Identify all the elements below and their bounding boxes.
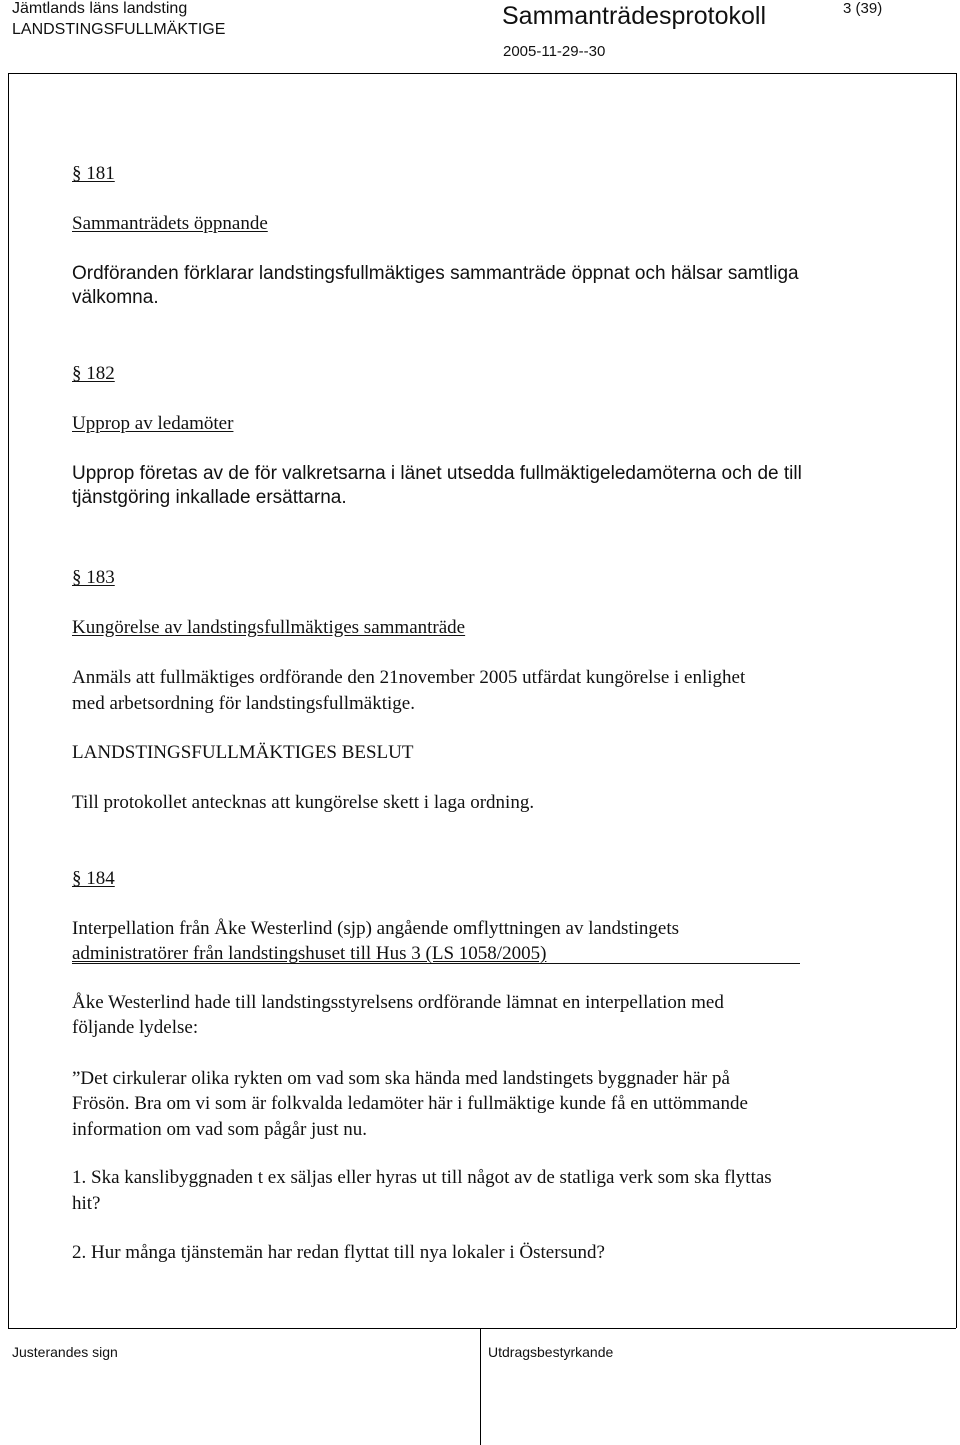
footer-rule: [8, 1328, 956, 1329]
organization-name: Jämtlands läns landsting: [12, 0, 188, 17]
quote-line-1: ”Det cirkulerar olika rykten om vad som ska hända med landstingets byggnader här på: [72, 1068, 730, 1089]
heading-underline: [72, 963, 800, 964]
right-border: [956, 73, 957, 1328]
footer-certification-label: Utdragsbestyrkande: [488, 1344, 614, 1360]
document-title: Sammanträdesprotokoll: [502, 2, 767, 30]
section-182-number: § 182: [72, 363, 115, 384]
section-184-intro-line-1: Åke Westerlind hade till landstingsstyrelsens ordförande lämnat en interpellation med: [72, 992, 724, 1013]
decision-heading: LANDSTINGSFULLMÄKTIGES BESLUT: [72, 742, 414, 763]
page-number: 3 (39): [843, 0, 883, 17]
question-2: 2. Hur många tjänstemän har redan flyttat till nya lokaler i Östersund?: [72, 1242, 605, 1263]
section-182-line-1: Upprop företas av de för valkretsarna i länet utsedda fullmäktigeledamöterna och de till: [72, 463, 802, 484]
section-183-line-2: med arbetsordning för landstingsfullmäktige.: [72, 693, 415, 714]
section-181-line-1: Ordföranden förklarar landstingsfullmäktiges sammanträde öppnat och hälsar samtliga: [72, 263, 799, 284]
section-181-line-2: välkomna.: [72, 287, 159, 308]
section-184-heading-line-2: administratörer från landstingshuset till Hus 3 (LS 1058/2005): [72, 943, 547, 964]
meeting-date: 2005-11-29--30: [503, 43, 606, 60]
decision-text: Till protokollet antecknas att kungörelse skett i laga ordning.: [72, 792, 535, 813]
question-1-line-1: 1. Ska kanslibyggnaden t ex säljas eller hyras ut till något av de statliga verk som ska flyttas: [72, 1167, 772, 1188]
section-184-number: § 184: [72, 868, 115, 889]
section-183-heading: Kungörelse av landstingsfullmäktiges sammanträde: [72, 617, 466, 638]
footer-signature-label: Justerandes sign: [12, 1344, 118, 1360]
quote-line-2: Frösön. Bra om vi som är folkvalda ledamöter här i fullmäktige kunde få en uttömmande: [72, 1093, 748, 1114]
organization-unit: LANDSTINGSFULLMÄKTIGE: [12, 21, 226, 38]
footer-divider: [480, 1328, 481, 1445]
question-1-line-2: hit?: [72, 1193, 101, 1214]
section-184-intro-line-2: följande lydelse:: [72, 1017, 199, 1038]
header-rule: [8, 73, 956, 74]
section-181-heading: Sammanträdets öppnande: [72, 213, 268, 234]
section-182-heading: Upprop av ledamöter: [72, 413, 234, 434]
section-182-line-2: tjänstgöring inkallade ersättarna.: [72, 487, 347, 508]
quote-line-3: information om vad som pågår just nu.: [72, 1119, 367, 1140]
left-border: [8, 73, 9, 1328]
section-181-number: § 181: [72, 163, 115, 184]
section-183-number: § 183: [72, 567, 115, 588]
section-184-heading-line-1: Interpellation från Åke Westerlind (sjp) angående omflyttningen av landstingets: [72, 918, 679, 939]
section-183-line-1: Anmäls att fullmäktiges ordförande den 21november 2005 utfärdat kungörelse i enlighet: [72, 667, 746, 688]
